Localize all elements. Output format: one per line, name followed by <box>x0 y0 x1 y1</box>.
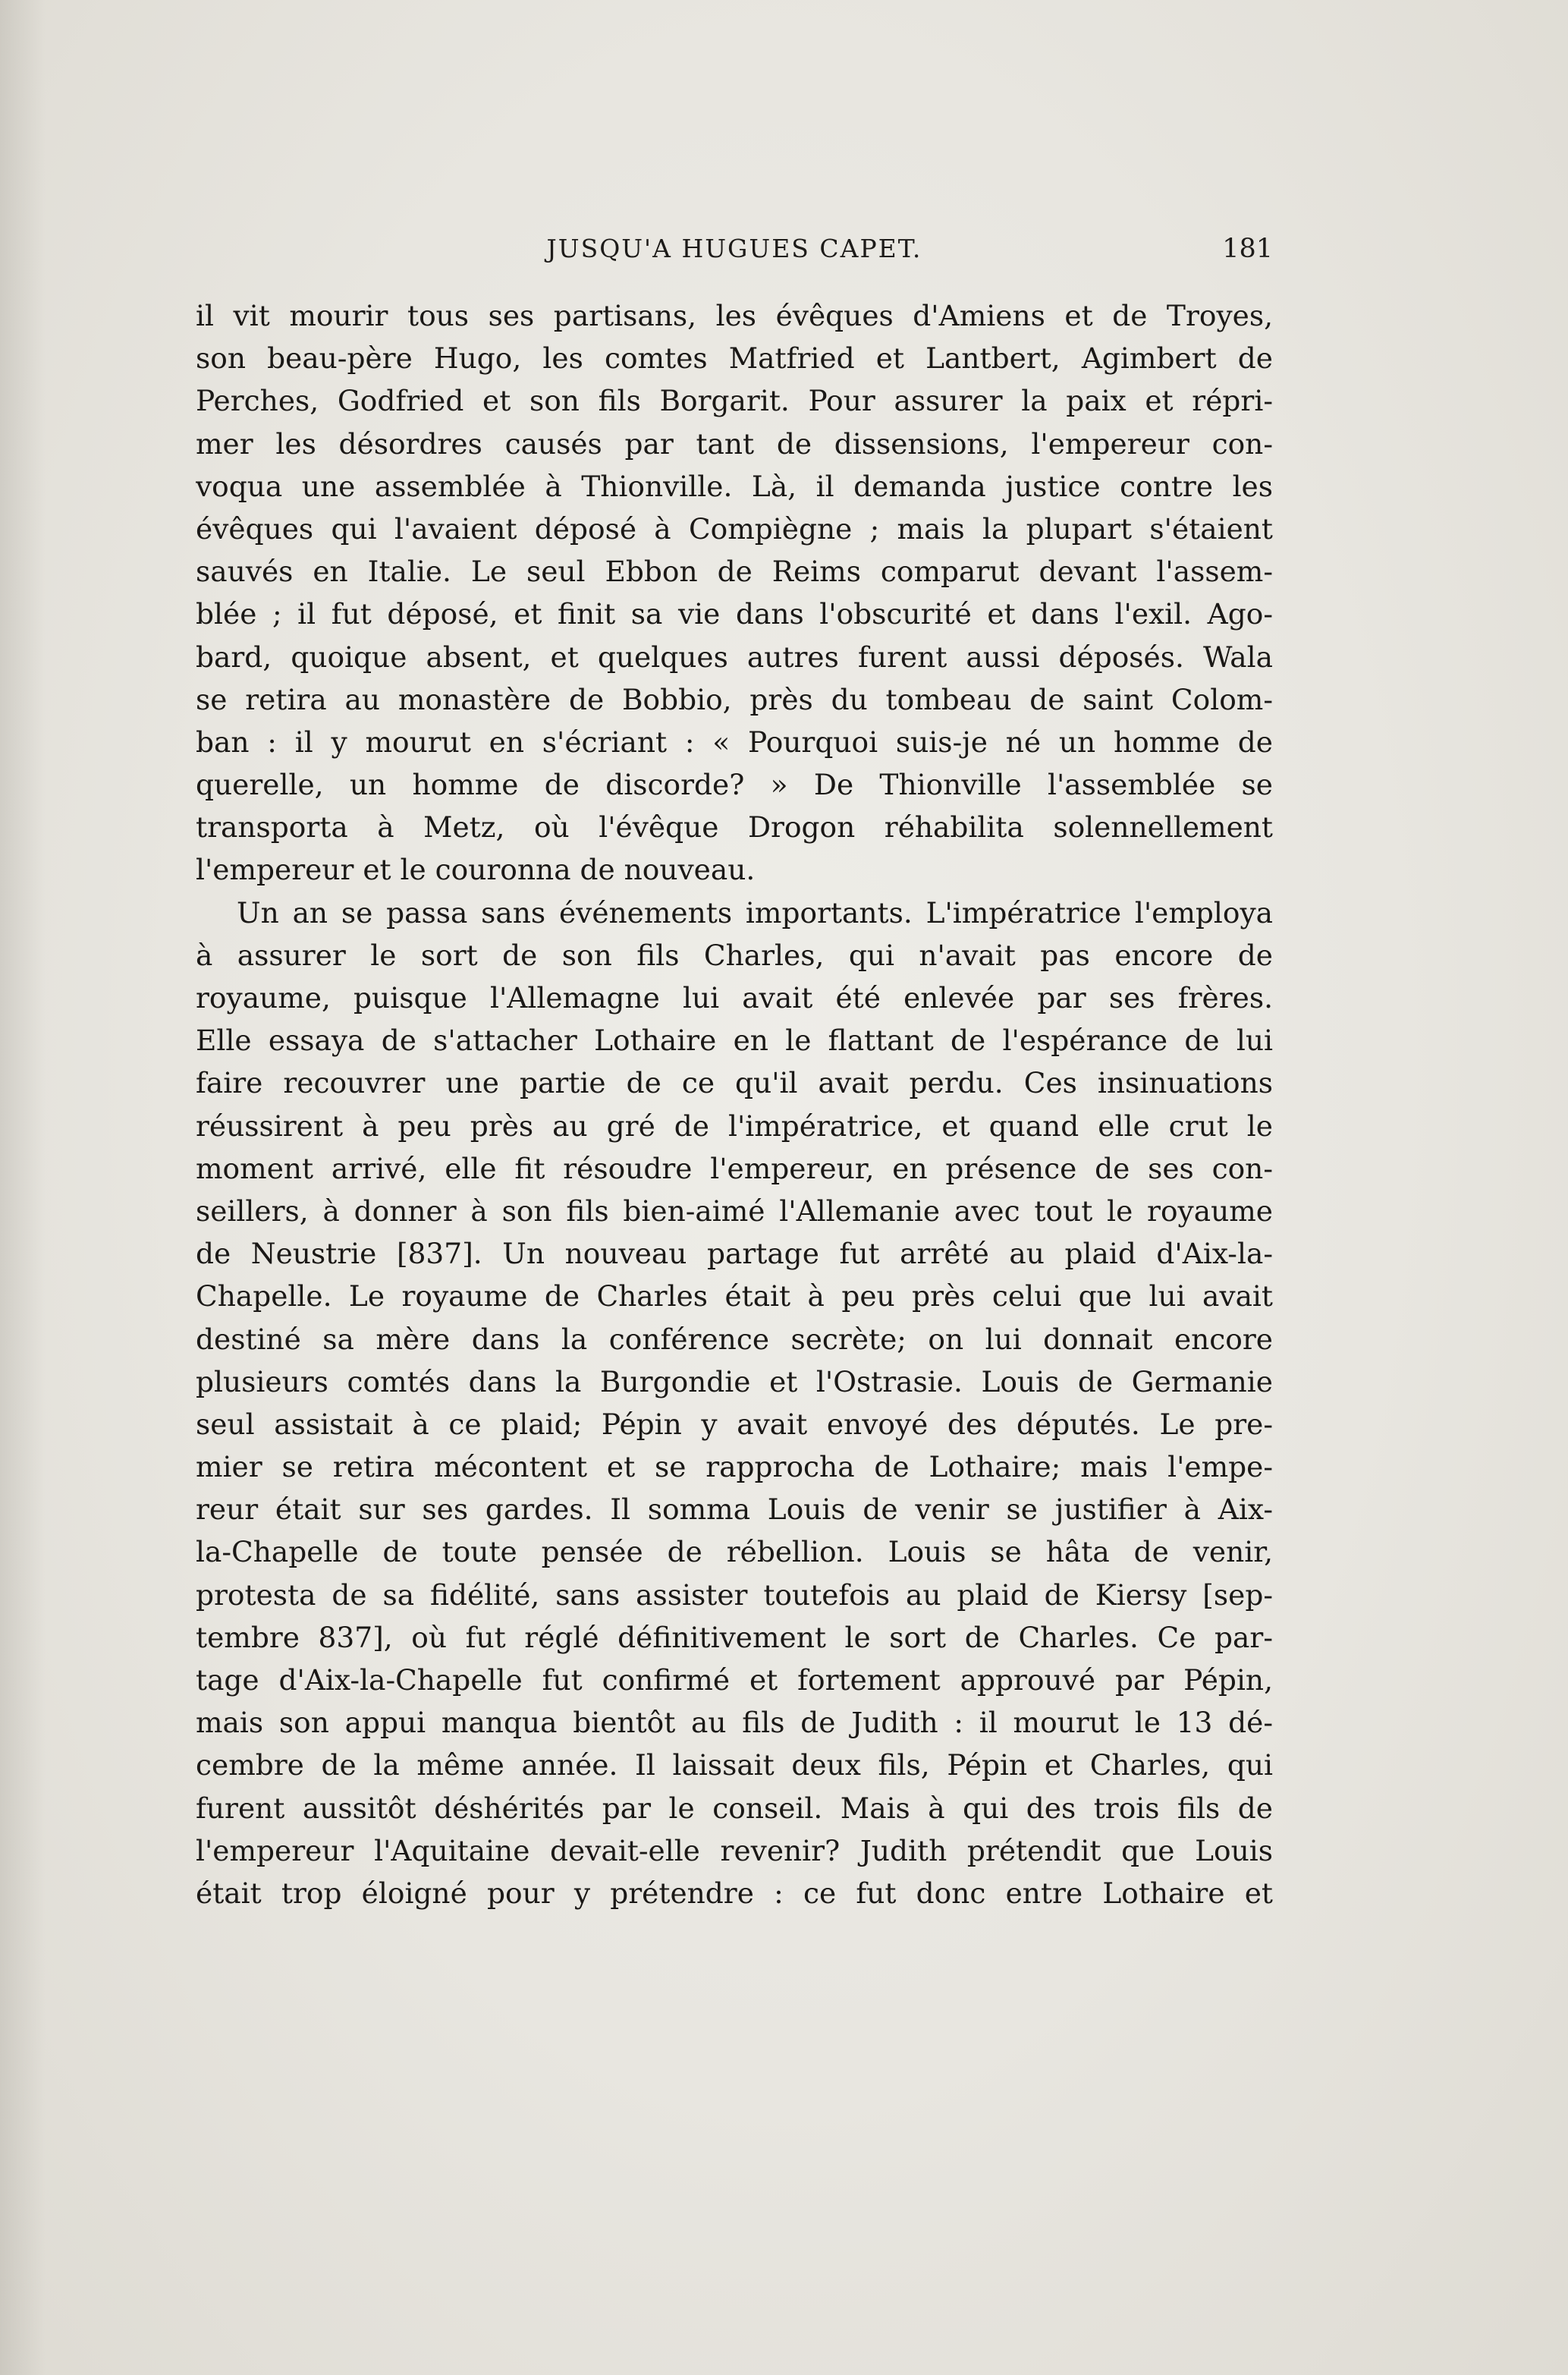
body-text <box>196 294 1273 1914</box>
text-line: à assurer le sort de son fils Charles, qui n'avait pas encore de <box>196 938 1273 972</box>
text-line: mer les désordres causés par tant de dissensions, l'empereur con- <box>196 426 1273 461</box>
text-line: était trop éloigné pour y prétendre : ce fut donc entre Lothaire et <box>196 1876 1273 1910</box>
paragraph <box>196 294 1273 892</box>
text-line: destiné sa mère dans la conférence secrète; on lui donnait encore <box>196 1322 1273 1356</box>
text-line: Elle essaya de s'attacher Lothaire en le flattant de l'espérance de lui <box>196 1024 1273 1058</box>
text-line: se retira au monastère de Bobbio, près du tombeau de saint Colom- <box>196 682 1273 716</box>
text-line: furent aussitôt déshérités par le conseil. Mais à qui des trois fils de <box>196 1791 1273 1825</box>
text-line: évêques qui l'avaient déposé à Compiègne ; mais la plupart s'étaient <box>196 511 1273 546</box>
text-line: transporta à Metz, où l'évêque Drogon réhabilita solennellement <box>196 810 1273 845</box>
page-number: 181 <box>1222 234 1273 264</box>
text-line: blée ; il fut déposé, et finit sa vie dans l'obscurité et dans l'exil. Ago- <box>196 597 1273 631</box>
paragraph <box>196 892 1273 1915</box>
text-line: Un an se passa sans événements importants. L'impératrice l'employa <box>237 895 1273 930</box>
text-line: la-Chapelle de toute pensée de rébellion. Louis se hâta de venir, <box>196 1535 1273 1569</box>
page-header <box>196 234 1273 272</box>
text-line: il vit mourir tous ses partisans, les évêques d'Amiens et de Troyes, <box>196 299 1273 332</box>
text-line: son beau-père Hugo, les comtes Matfried et Lantbert, Agimbert de <box>196 341 1273 376</box>
running-title: JUSQU'A HUGUES CAPET. <box>546 234 922 263</box>
text-line: cembre de la même année. Il laissait deux fils, Pépin et Charles, qui <box>196 1748 1273 1782</box>
text-line: ban : il y mourut en s'écriant : « Pourquoi suis-je né un homme de <box>196 725 1273 759</box>
text-line: mais son appui manqua bientôt au fils de Judith : il mourut le 13 dé- <box>196 1706 1273 1740</box>
text-line: plusieurs comtés dans la Burgondie et l'Ostrasie. Louis de Germanie <box>196 1364 1273 1398</box>
text-line: seillers, à donner à son fils bien-aimé l'Allemanie avec tout le royaume <box>196 1194 1273 1228</box>
text-line: mier se retira mécontent et se rapprocha de Lothaire; mais l'empe- <box>196 1450 1273 1484</box>
text-line: bard, quoique absent, et quelques autres furent aussi déposés. Wala <box>196 640 1273 674</box>
text-line: royaume, puisque l'Allemagne lui avait été enlevée par ses frères. <box>196 981 1273 1014</box>
text-line: querelle, un homme de discorde? » De Thionville l'assemblée se <box>196 768 1273 802</box>
text-line: reur était sur ses gardes. Il somma Louis de venir se justifier à Aix- <box>196 1493 1273 1527</box>
text-line: seul assistait à ce plaid; Pépin y avait envoyé des députés. Le pre- <box>196 1407 1273 1441</box>
text-line: tage d'Aix-la-Chapelle fut confirmé et fortement approuvé par Pépin, <box>196 1663 1273 1697</box>
text-line: moment arrivé, elle fit résoudre l'empereur, en présence de ses con- <box>196 1151 1273 1185</box>
text-line: réussirent à peu près au gré de l'impératrice, et quand elle crut le <box>196 1109 1273 1143</box>
text-line: l'empereur l'Aquitaine devait-elle revenir? Judith prétendit que Louis <box>196 1833 1273 1867</box>
text-line: protesta de sa fidélité, sans assister toutefois au plaid de Kiersy [sep- <box>196 1578 1273 1612</box>
text-line: voqua une assemblée à Thionville. Là, il demanda justice contre les <box>196 469 1273 503</box>
text-line: de Neustrie [837]. Un nouveau partage fut arrêté au plaid d'Aix-la- <box>196 1237 1273 1271</box>
text-line: tembre 837], où fut réglé définitivement le sort de Charles. Ce par- <box>196 1620 1273 1654</box>
text-line: sauvés en Italie. Le seul Ebbon de Reims comparut devant l'assem- <box>196 555 1273 589</box>
page-edge-shadow <box>0 0 46 2375</box>
text-line: faire recouvrer une partie de ce qu'il avait perdu. Ces insinuations <box>196 1066 1273 1100</box>
text-line: l'empereur et le couronna de nouveau. <box>196 853 756 887</box>
text-line: Chapelle. Le royaume de Charles était à peu près celui que lui avait <box>196 1279 1273 1313</box>
text-line: Perches, Godfried et son fils Borgarit. Pour assurer la paix et répri- <box>196 384 1273 418</box>
